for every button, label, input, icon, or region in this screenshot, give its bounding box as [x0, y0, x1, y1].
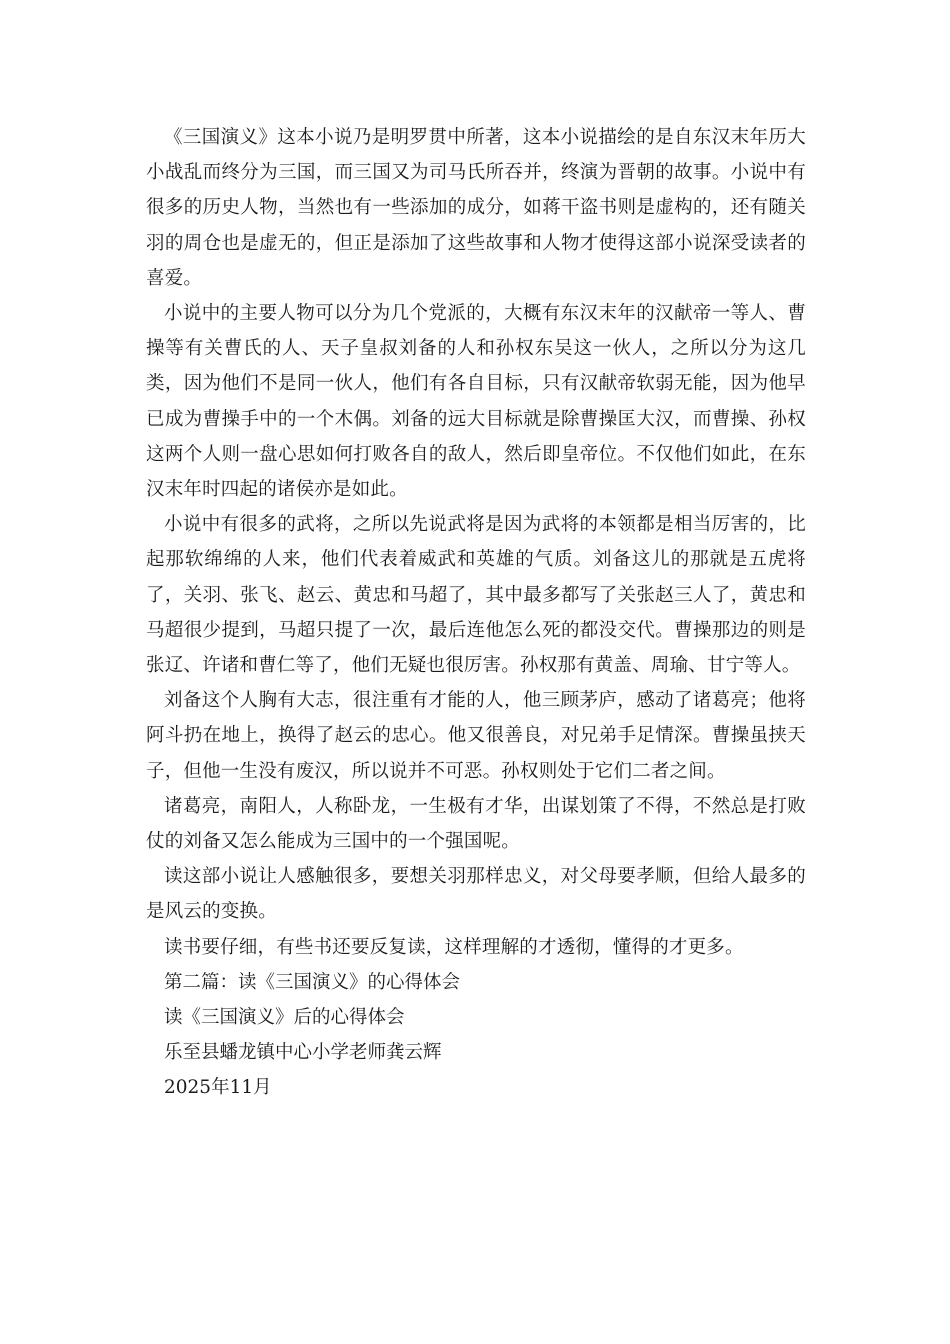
paragraph-zhuge-liang: 诸葛亮，南阳人，人称卧龙，一生极有才华，出谋划策了不得，不然总是打败仗的刘备又怎么能成为三国中的一个强国呢。: [146, 795, 806, 853]
paragraph-reflection: 读这部小说让人感触很多，要想关羽那样忠义，对父母要孝顺，但给人最多的是风云的变换。: [146, 866, 806, 923]
document-body: [146, 120, 806, 1106]
paragraph-liu-bei: 刘备这个人胸有大志，很注重有才能的人，他三顾茅庐，感动了诸葛亮；他将阿斗扔在地上，换得了赵云的忠心。他又很善良，对兄弟手足情深。曹操虽挟天子，但他一生没有废汉，所以说并不可恶。孙权则处于它们二者之间。: [146, 690, 806, 782]
date-line: 2025年11月: [164, 1077, 272, 1099]
paragraph-generals: 小说中有很多的武将，之所以先说武将是因为武将的本领都是相当厉害的，比起那软绵绵的人来，他们代表着威武和英雄的气质。刘备这儿的那就是五虎将了，关羽、张飞、赵云、黄忠和马超了，其中最多都写了关张赵三人了，黄忠和马超很少提到，马超只提了一次，最后连他怎么死的都没交代。曹操那边的则是张辽、许诸和曹仁等了，他们无疑也很厉害。孙权那有黄盖、周瑜、甘宁等人。: [146, 514, 806, 677]
paragraph-reading-advice: 读书要仔细，有些书还要反复读，这样理解的才透彻，懂得的才更多。: [164, 936, 744, 958]
section-title: 第二篇：读《三国演义》的心得体会: [164, 971, 461, 993]
article-title: 读《三国演义》后的心得体会: [164, 1007, 405, 1029]
paragraph-intro: 《三国演义》这本小说乃是明罗贯中所著，这本小说描绘的是自东汉末年历大小战乱而终分为三国，而三国又为司马氏所吞并，终演为晋朝的故事。小说中有很多的历史人物，当然也有一些添加的成分，如蒋干盗书则是虚构的，还有随关羽的周仓也是虚无的，但正是添加了这些故事和人物才使得这部小说深受读者的喜爱。: [146, 127, 806, 289]
paragraph-factions: 小说中的主要人物可以分为几个党派的，大概有东汉末年的汉献帝一等人、曹操等有关曹氏的人、天子皇叔刘备的人和孙权东吴这一伙人，之所以分为这几类，因为他们不是同一伙人，他们有各自目标，只有汉献帝软弱无能，因为他早已成为曹操手中的一个木偶。刘备的远大目标就是除曹操匡大汉，而曹操、孙权这两个人则一盘心思如何打败各自的敌人，然后即皇帝位。不仅他们如此，在东汉末年时四起的诸侯亦是如此。: [146, 303, 806, 501]
author-line: 乐至县蟠龙镇中心小学老师龚云辉: [164, 1042, 442, 1064]
